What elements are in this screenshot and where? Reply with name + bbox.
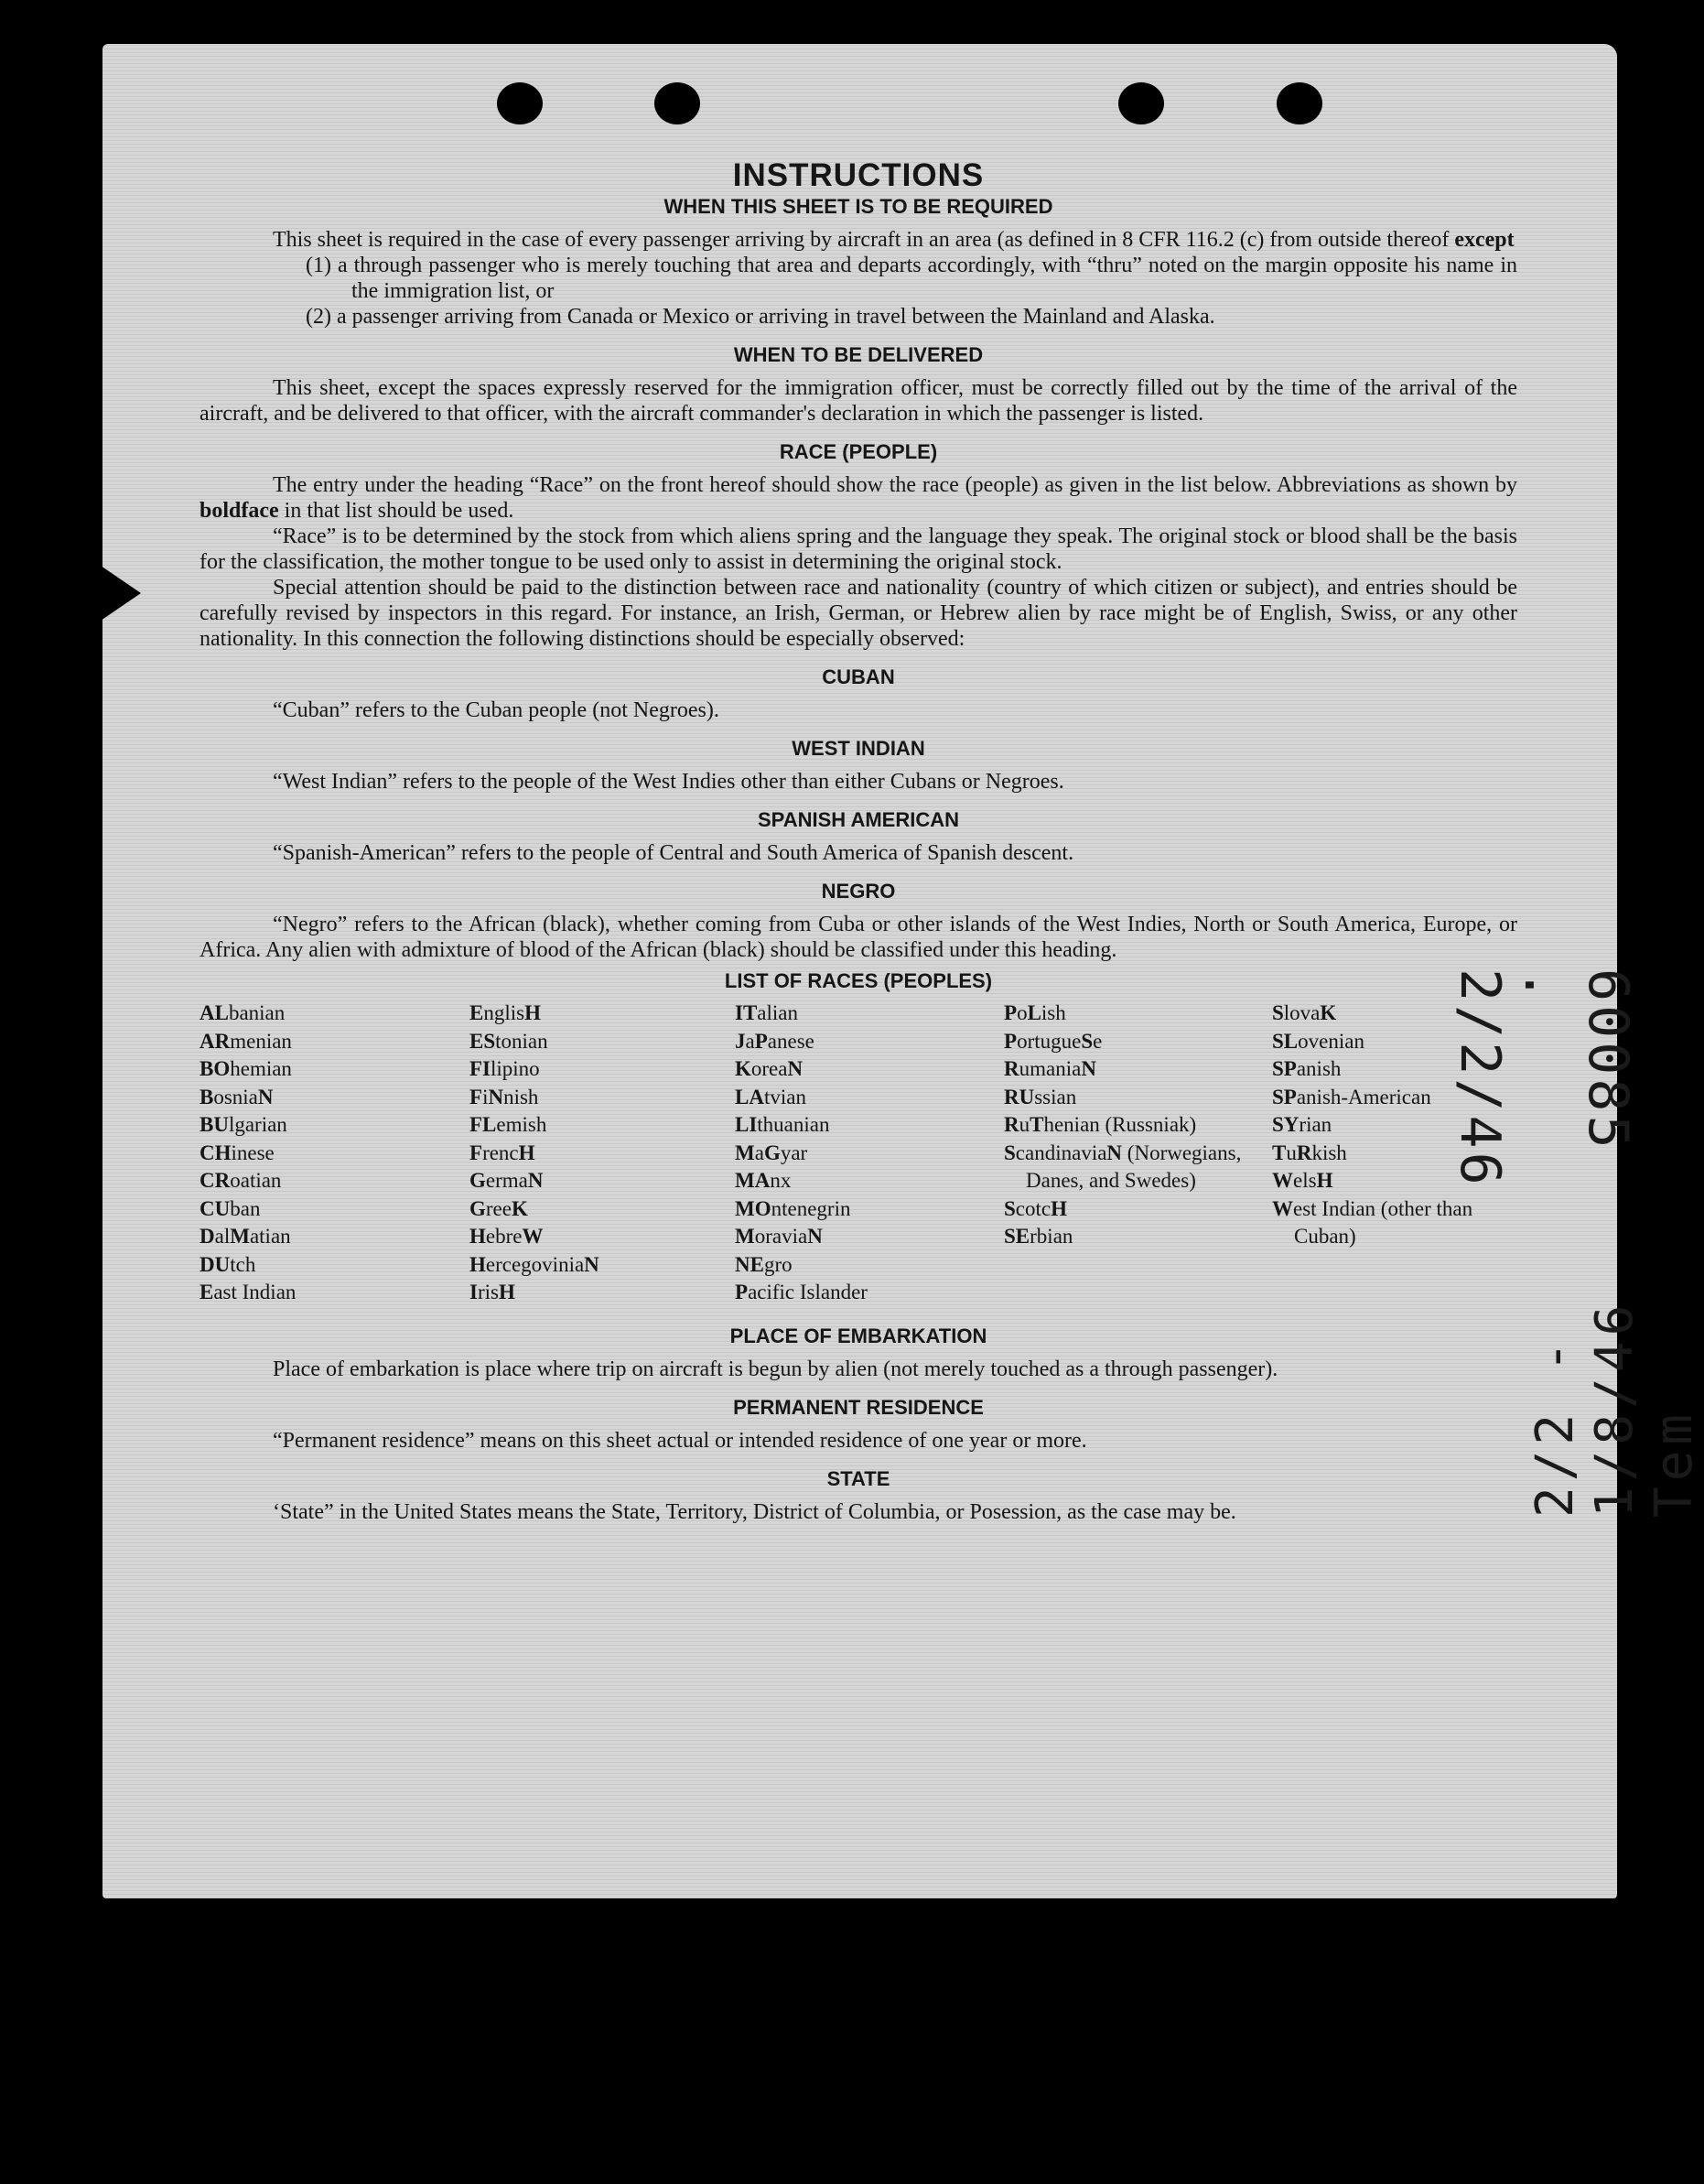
race-entry: FiNnish [469, 1085, 539, 1108]
section-heading-permanent-residence: PERMANENT RESIDENCE [733, 1395, 984, 1419]
race-entry: SlovaK [1272, 1001, 1337, 1024]
torn-edge [101, 566, 141, 621]
race-entry: SYrian [1272, 1113, 1332, 1136]
race-entry: HebreW [469, 1225, 544, 1248]
race-entry: LIthuanian [735, 1113, 830, 1136]
races-list [200, 1000, 1517, 1307]
race-entry: MAnx [735, 1169, 792, 1192]
race-entry: DUtch [200, 1252, 256, 1276]
exception-item-1: (1) a through passenger who is merely touching that area and departs accordingly, with “thru” noted on the margin opposite his name in the immigration list, or [306, 254, 1517, 303]
race-entry: JaPanese [735, 1029, 814, 1053]
section-heading-cuban: CUBAN [822, 665, 895, 688]
race-entry: ScandinaviaN (Norwegians, Danes, and Swedes) [1004, 1141, 1242, 1192]
section-heading-when-delivered: WHEN TO BE DELIVERED [733, 343, 984, 366]
race-entry: FrencH [469, 1141, 535, 1164]
race-paragraph-3: Special attention should be paid to the distinction between race and nationality (country of which citizen or subject), and entries should be carefully revised by inspectors in this regard. For instance, an Irish, German, or Hebrew alien by race might be of English, Swiss, or any other nationality. In this connection the following distinctions should be especially observed: [200, 576, 1517, 651]
exception-item-2: (2) a passenger arriving from Canada or Mexico or arriving in travel between the Mainland and Alaska. [306, 305, 1215, 329]
punch-hole [654, 82, 700, 124]
race-entry: SPanish [1272, 1057, 1342, 1080]
when-delivered-text: This sheet, except the spaces expressly reserved for the immigration officer, must be correctly filled out by the time of the arrival of the aircraft, and be delivered to that officer, with the aircraft commander's declaration in which the passenger is listed. [200, 376, 1517, 426]
race-entry: EnglisH [469, 1001, 541, 1024]
race-entry: DalMatian [200, 1225, 291, 1248]
race-entry: RumaniaN [1004, 1057, 1096, 1080]
race-entry: CUban [200, 1196, 261, 1220]
race-entry: FIlipino [469, 1057, 540, 1080]
section-heading-spanish-american: SPANISH AMERICAN [757, 808, 959, 831]
race-entry: GermaN [469, 1169, 544, 1192]
race-entry: RuThenian (Russniak) [1004, 1113, 1197, 1136]
race-entry: ARmenian [200, 1029, 292, 1053]
race-entry: ITalian [735, 1001, 798, 1024]
race-paragraph-1: The entry under the heading “Race” on the front hereof should show the race (people) as given in the list below. Abbreviations as shown by boldface in that list should be used. [200, 473, 1517, 523]
race-entry: ALbanian [200, 1001, 286, 1024]
cuban-text: “Cuban” refers to the Cuban people (not Negroes). [273, 698, 719, 722]
race-entry: BOhemian [200, 1057, 292, 1080]
race-entry: WelsH [1272, 1169, 1333, 1192]
races-column [200, 1000, 469, 1307]
section-heading-race: RACE (PEOPLE) [779, 440, 938, 463]
section-heading-west-indian: WEST INDIAN [792, 737, 925, 760]
place-of-embarkation-text: Place of embarkation is place where trip on aircraft is begun by alien (not merely touched as a through passenger). [273, 1357, 1278, 1381]
handwritten-margin-note: 2/2 - 1/8/46 Tem [1526, 1299, 1704, 1518]
page-title: INSTRUCTIONS [732, 157, 985, 193]
race-entry: West Indian (other than Cuban) [1272, 1196, 1473, 1248]
race-entry: RUssian [1004, 1085, 1077, 1108]
races-column [469, 1000, 735, 1307]
race-entry: HercegoviniaN [469, 1252, 599, 1276]
document-sheet [102, 44, 1704, 1898]
race-entry: CRoatian [200, 1169, 282, 1192]
race-entry: EStonian [469, 1029, 548, 1053]
race-paragraph-2: “Race” is to be determined by the stock from which aliens spring and the language they speak. The original stock or blood shall be the basis for the classification, the mother tongue to be used only to assist in determining the original stock. [200, 524, 1517, 574]
west-indian-text: “West Indian” refers to the people of the West Indies other than either Cubans or Negroes. [273, 770, 1064, 794]
race-entry: BosniaN [200, 1085, 274, 1108]
race-entry: IrisH [469, 1281, 515, 1303]
punch-hole [1118, 82, 1164, 124]
race-entry: SPanish-American [1272, 1085, 1431, 1108]
race-entry: MOntenegrin [735, 1196, 851, 1220]
spanish-american-text: “Spanish-American” refers to the people of Central and South America of Spanish descent. [273, 841, 1074, 865]
race-entry: Pacific Islander [735, 1281, 868, 1303]
state-text: ‘State” in the United States means the State, Territory, District of Columbia, or Posession, as the case may be. [273, 1499, 1236, 1524]
race-entry: MoraviaN [735, 1225, 823, 1248]
race-entry: BUlgarian [200, 1113, 287, 1136]
handwritten-margin-note: 60085 . 2/2/46 [1448, 968, 1640, 1189]
section-heading-list-of-races: LIST OF RACES (PEOPLES) [724, 969, 993, 992]
races-column [735, 1000, 1004, 1307]
race-entry: KoreaN [735, 1057, 803, 1080]
section-heading-state: STATE [826, 1466, 890, 1490]
race-entry: CHinese [200, 1141, 275, 1164]
race-entry: FLemish [469, 1113, 547, 1136]
race-entry: ScotcH [1004, 1196, 1067, 1220]
race-entry: PoLish [1004, 1001, 1066, 1024]
race-entry: NEgro [735, 1252, 793, 1276]
race-entry: East Indian [200, 1281, 297, 1303]
race-entry: GreeK [469, 1196, 528, 1220]
race-entry: LAtvian [735, 1085, 806, 1108]
permanent-residence-text: “Permanent residence” means on this sheet actual or intended residence of one year or more. [273, 1428, 1087, 1453]
race-entry: PortugueSe [1004, 1029, 1103, 1053]
race-entry: SLovenian [1272, 1029, 1364, 1053]
punch-hole [1277, 82, 1322, 124]
race-entry: SErbian [1004, 1225, 1073, 1248]
section-heading-when-required: WHEN THIS SHEET IS TO BE REQUIRED [663, 195, 1053, 218]
section-heading-place-of-embarkation: PLACE OF EMBARKATION [729, 1324, 987, 1347]
punch-hole [497, 82, 543, 124]
race-entry: TuRkish [1272, 1141, 1347, 1164]
race-entry: MaGyar [735, 1141, 808, 1164]
races-column [1004, 1000, 1272, 1307]
instructions-content [200, 157, 1517, 1525]
section-heading-negro: NEGRO [821, 880, 896, 903]
negro-text: “Negro” refers to the African (black), whether coming from Cuba or other islands of the West Indies, North or South America, Europe, or Africa. Any alien with admixture of blood of the African (black) should be classified under this heading. [200, 913, 1517, 962]
when-required-intro: This sheet is required in the case of every passenger arriving by aircraft in an area (as defined in 8 CFR 116.2 (c) from outside thereof except [273, 228, 1515, 252]
